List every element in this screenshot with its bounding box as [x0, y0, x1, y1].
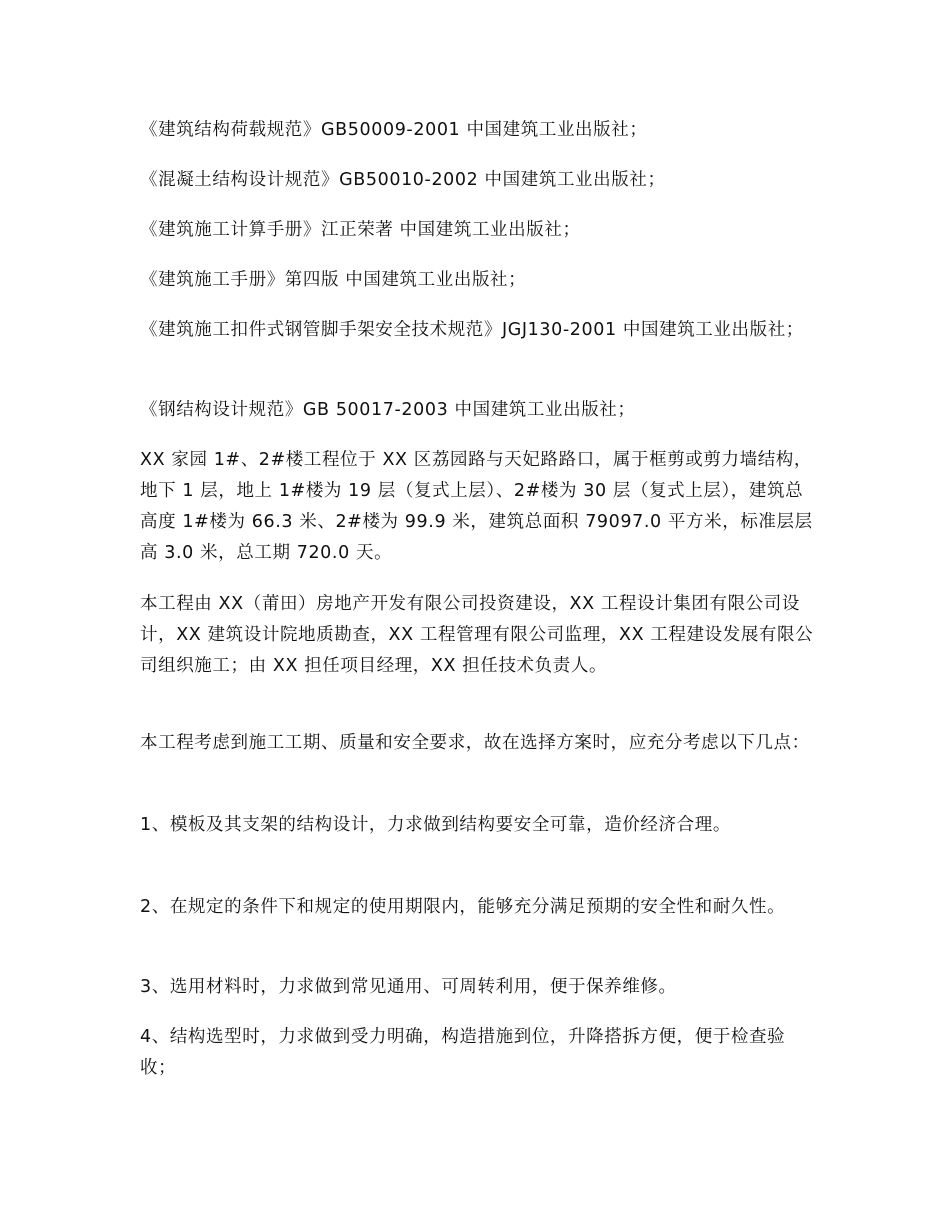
project-parties-paragraph: 本工程由 XX（莆田）房地产开发有限公司投资建设，XX 工程设计集团有限公司设计，XX 建筑设计院地质勘查，XX 工程管理有限公司监理，XX 工程建设发展有限公司组织施工；由 XX 担任项目经理，XX 担任技术负责人。	[140, 594, 814, 676]
consideration-item-3: 3、选用材料时，力求做到常见通用、可周转利用，便于保养维修。	[140, 977, 677, 997]
reference-steel-code: 《钢结构设计规范》GB 50017-2003 中国建筑工业出版社；	[140, 400, 636, 420]
consideration-item-1: 1、模板及其支架的结构设计，力求做到结构要安全可靠，造价经济合理。	[140, 815, 731, 835]
reference-scaffold-code: 《建筑施工扣件式钢管脚手架安全技术规范》JGJ130-2001 中国建筑工业出版社；	[140, 320, 804, 340]
reference-construction-calc-manual: 《建筑施工计算手册》江正荣著 中国建筑工业出版社；	[140, 220, 581, 240]
reference-construction-manual: 《建筑施工手册》第四版 中国建筑工业出版社；	[140, 270, 527, 290]
reference-concrete-code: 《混凝土结构设计规范》GB50010-2002 中国建筑工业出版社；	[140, 170, 666, 190]
project-overview-paragraph: XX 家园 1#、2#楼工程位于 XX 区荔园路与天妃路路口，属于框剪或剪力墙结构，地下 1 层，地上 1#楼为 19 层（复式上层）、2#楼为 30 层（复式上层），建筑总高度 1#楼为 66.3 米、2#楼为 99.9 米，建筑总面积 79097.0 平方米，标准层层高 3.0 米，总工期 720.0 天。	[140, 450, 813, 563]
consideration-item-4: 4、结构选型时，力求做到受力明确，构造措施到位，升降搭拆方便，便于检查验收；	[140, 1027, 786, 1078]
consideration-item-2: 2、在规定的条件下和规定的使用期限内，能够充分满足预期的安全性和耐久性。	[140, 897, 786, 917]
reference-load-code: 《建筑结构荷载规范》GB50009-2001 中国建筑工业出版社；	[140, 120, 648, 140]
considerations-intro: 本工程考虑到施工工期、质量和安全要求，故在选择方案时，应充分考虑以下几点：	[140, 733, 810, 753]
